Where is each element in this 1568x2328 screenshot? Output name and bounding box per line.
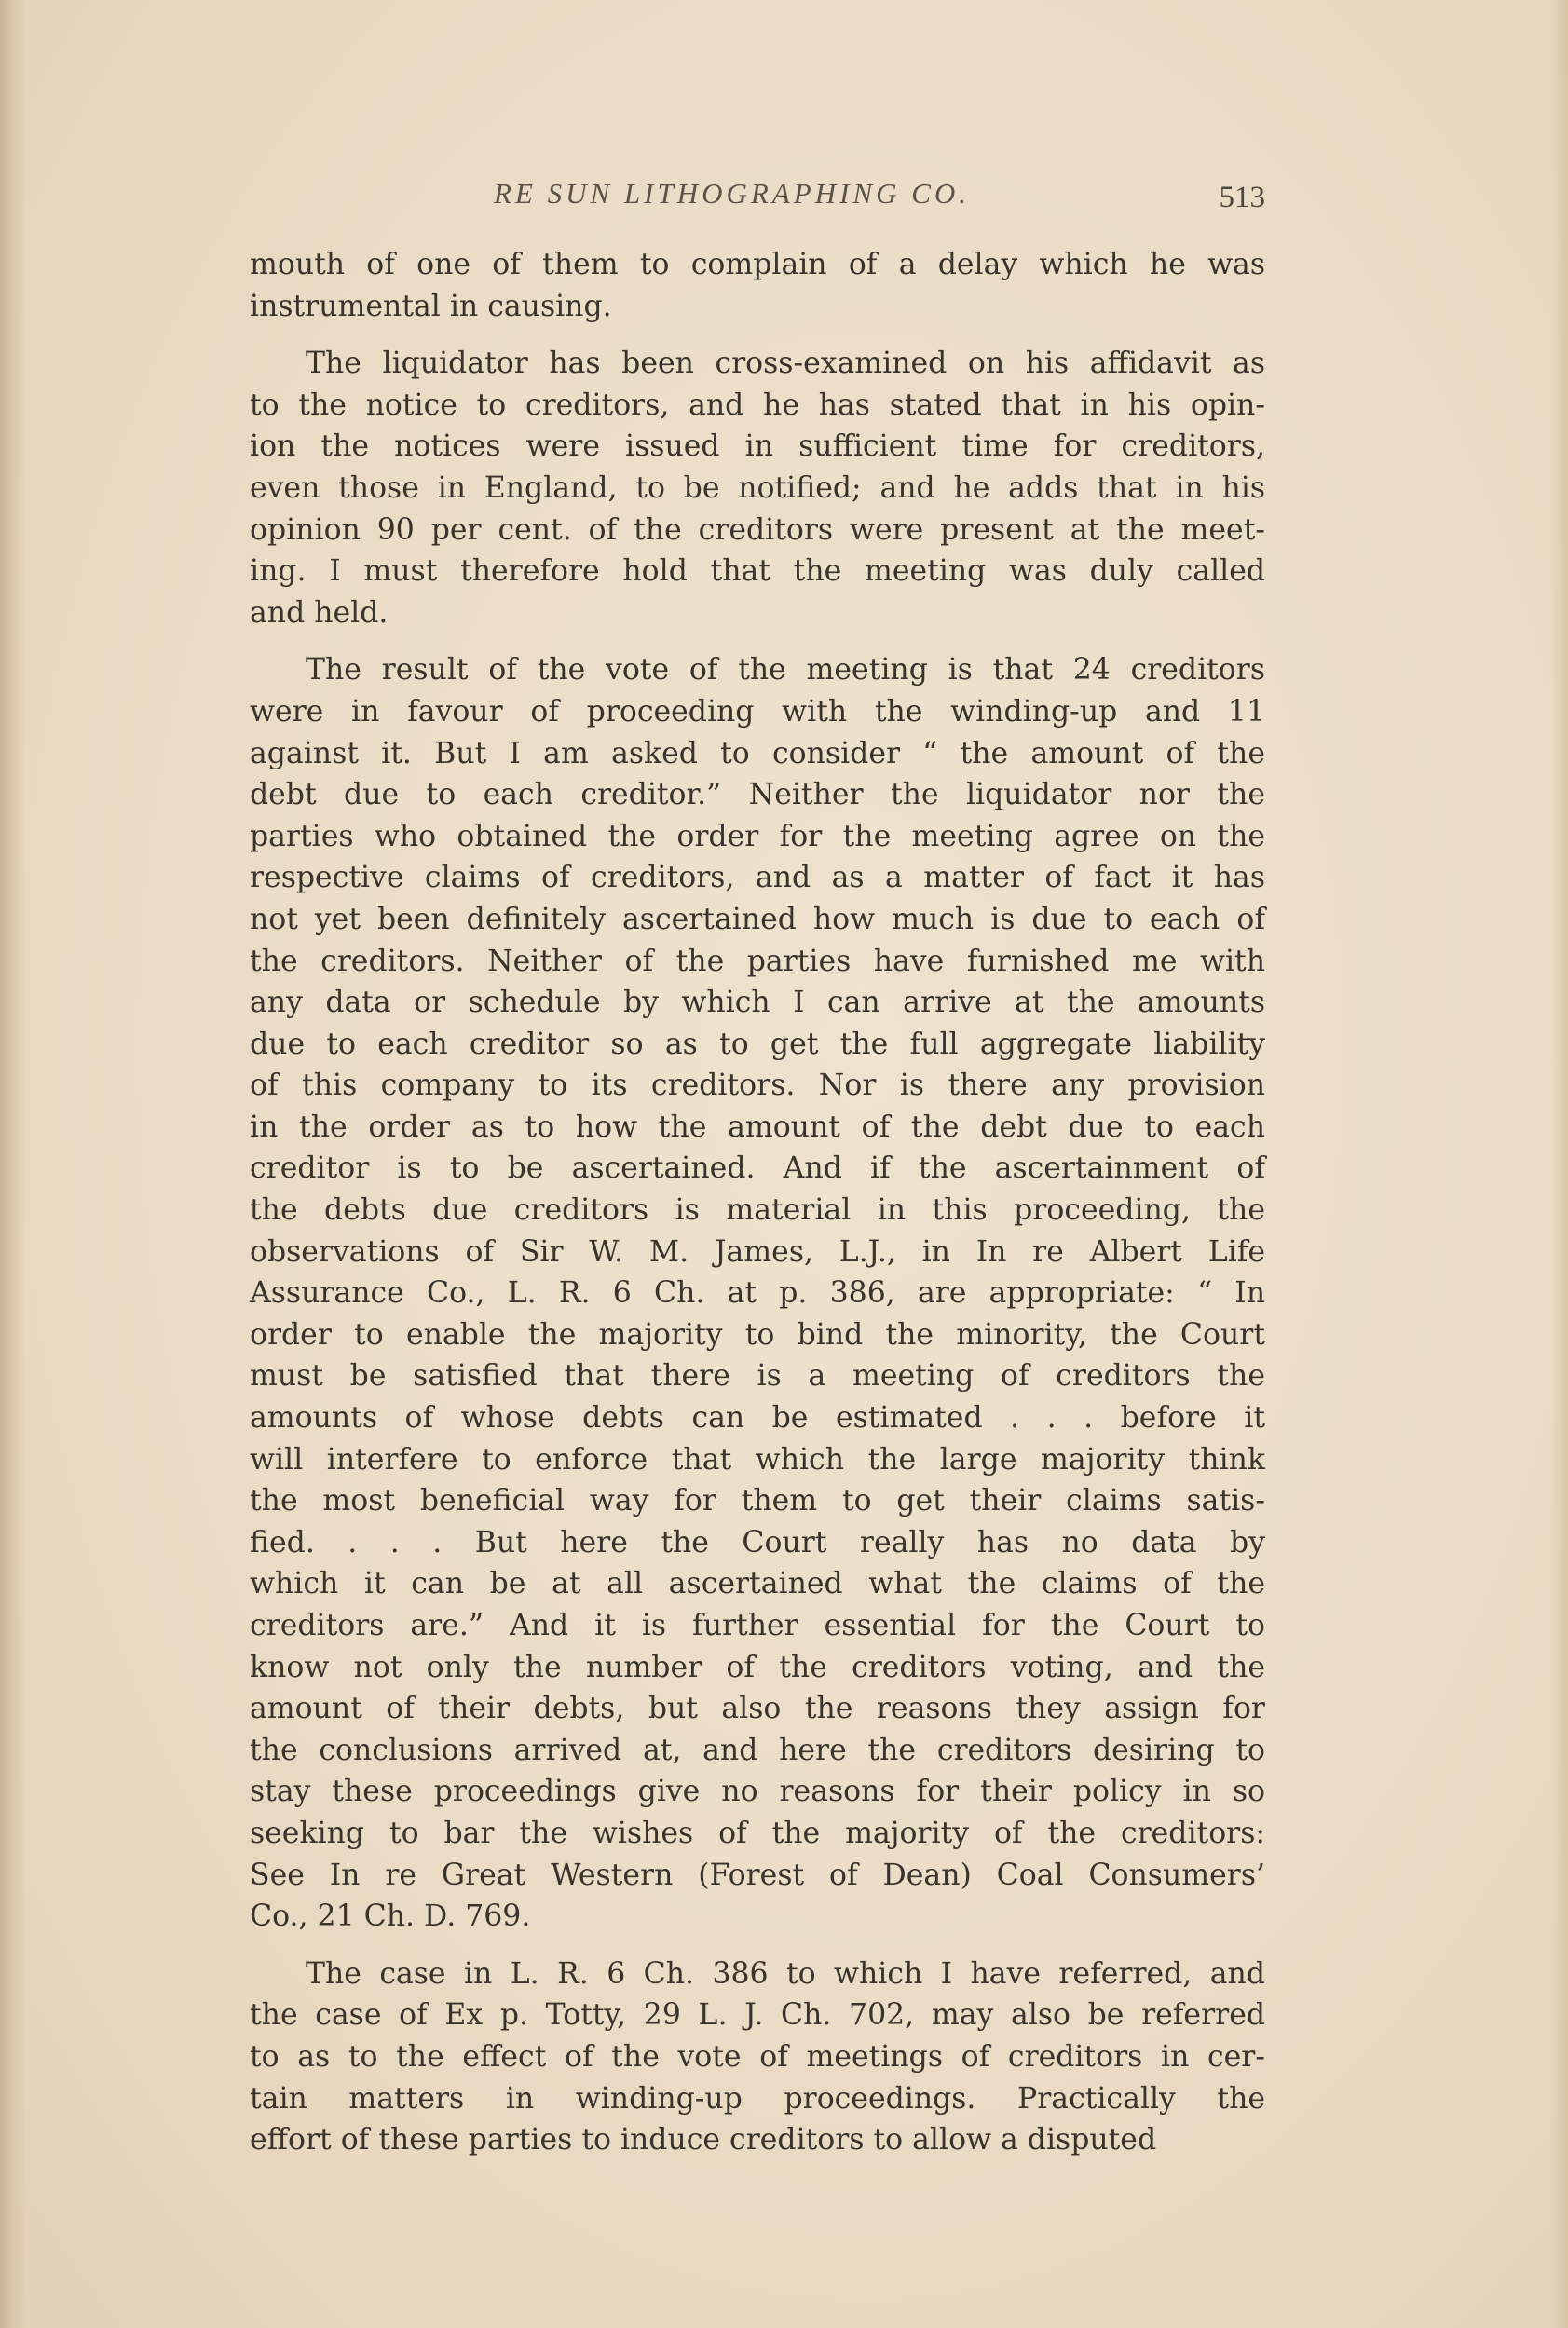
text-line: creditors are.” And it is further essential for the Court to <box>250 1609 1265 1642</box>
text-line: to as to the effect of the vote of meetings of creditors in cer- <box>250 2039 1265 2074</box>
text-line: Assurance Co., L. R. 6 Ch. at p. 386, are appropriate: “ In <box>250 1276 1265 1311</box>
text-line: which it can be at all ascertained what the claims of the <box>250 1567 1265 1601</box>
text-line: the case of Ex p. Totty, 29 L. J. Ch. 702, may also be referred <box>250 1998 1265 2033</box>
text-line: The result of the vote of the meeting is that 24 creditors <box>306 653 1265 688</box>
text-line: the most beneficial way for them to get their claims satis- <box>250 1484 1265 1518</box>
text-line: stay these proceedings give no reasons for their policy in so <box>250 1775 1265 1809</box>
text-line: respective claims of creditors, and as a matter of fact it has <box>250 861 1265 895</box>
text-line: ion the notices were issued in sufficient time for creditors, <box>250 429 1265 464</box>
text-line: the debts due creditors is material in this proceeding, the <box>250 1193 1265 1228</box>
text-line: mouth of one of them to complain of a delay which he was <box>250 248 1265 281</box>
text-line: observations of Sir W. M. James, L.J., in In re Albert Life <box>250 1234 1265 1269</box>
text-line: of this company to its creditors. Nor is there any provision <box>250 1069 1265 1103</box>
paragraph <box>250 1954 1265 2161</box>
text-line: opinion 90 per cent. of the creditors were present at the meet- <box>250 512 1265 547</box>
text-line: any data or schedule by which I can arrive at the amounts <box>250 986 1265 1020</box>
text-line: amount of their debts, but also the reasons they assign for <box>250 1692 1265 1726</box>
text-line: amounts of whose debts can be estimated . . . before it <box>250 1401 1265 1436</box>
text-line: instrumental in causing. <box>250 289 612 323</box>
text-line: ing. I must therefore hold that the meeting was duly called <box>250 554 1265 589</box>
paragraph <box>250 649 1265 1937</box>
text-line: See In re Great Western (Forest of Dean) Coal Consumers’ <box>250 1858 1265 1892</box>
text-line: even those in England, to be notified; and he adds that in his <box>250 470 1265 505</box>
running-head: RE SUN LITHOGRAPHING CO. <box>494 177 971 210</box>
text-line: order to enable the majority to bind the minority, the Court <box>250 1317 1265 1352</box>
text-line: debt due to each creditor.” Neither the liquidator nor the <box>250 778 1265 812</box>
paragraph <box>250 343 1265 633</box>
text-line: seeking to bar the wishes of the majority of the creditors: <box>250 1816 1265 1850</box>
text-line: were in favour of proceeding with the winding-up and 11 <box>250 694 1265 728</box>
paragraph <box>250 244 1265 327</box>
text-line: The case in L. R. 6 Ch. 386 to which I have referred, and <box>306 1956 1265 1991</box>
text-line: tain matters in winding-up proceedings. Practically the <box>250 2081 1265 2116</box>
text-line: fied. . . . But here the Court really has no data by <box>250 1525 1265 1559</box>
text-line: Co., 21 Ch. D. 769. <box>250 1899 531 1934</box>
page-binding-shadow <box>0 0 26 2328</box>
text-line: The liquidator has been cross-examined on his affidavit as <box>306 347 1265 381</box>
page-number: 513 <box>1219 181 1265 214</box>
text-line: know not only the number of the creditors voting, and the <box>250 1650 1265 1684</box>
text-line: effort of these parties to induce creditors to allow a disputed <box>250 2123 1157 2158</box>
text-line: to the notice to creditors, and he has stated that in his opin- <box>250 388 1265 422</box>
text-line: will interfere to enforce that which the large majority think <box>250 1442 1265 1477</box>
text-line: in the order as to how the amount of the debt due to each <box>250 1110 1265 1144</box>
page-header <box>250 177 1265 224</box>
text-line: not yet been definitely ascertained how much is due to each of <box>250 902 1265 936</box>
text-line: the creditors. Neither of the parties have furnished me with <box>250 944 1265 978</box>
text-line: must be satisfied that there is a meeting of creditors the <box>250 1359 1265 1394</box>
text-line: the conclusions arrived at, and here the creditors desiring to <box>250 1733 1265 1767</box>
text-line: parties who obtained the order for the meeting agree on the <box>250 819 1265 853</box>
text-line: against it. But I am asked to consider “ the amount of the <box>250 736 1265 770</box>
text-line: due to each creditor so as to get the full aggregate liability <box>250 1027 1265 1061</box>
page-edge-shadow <box>1551 0 1568 2328</box>
body-text <box>250 244 1265 2161</box>
text-line: creditor is to be ascertained. And if the ascertainment of <box>250 1151 1265 1186</box>
text-line: and held. <box>250 595 389 630</box>
